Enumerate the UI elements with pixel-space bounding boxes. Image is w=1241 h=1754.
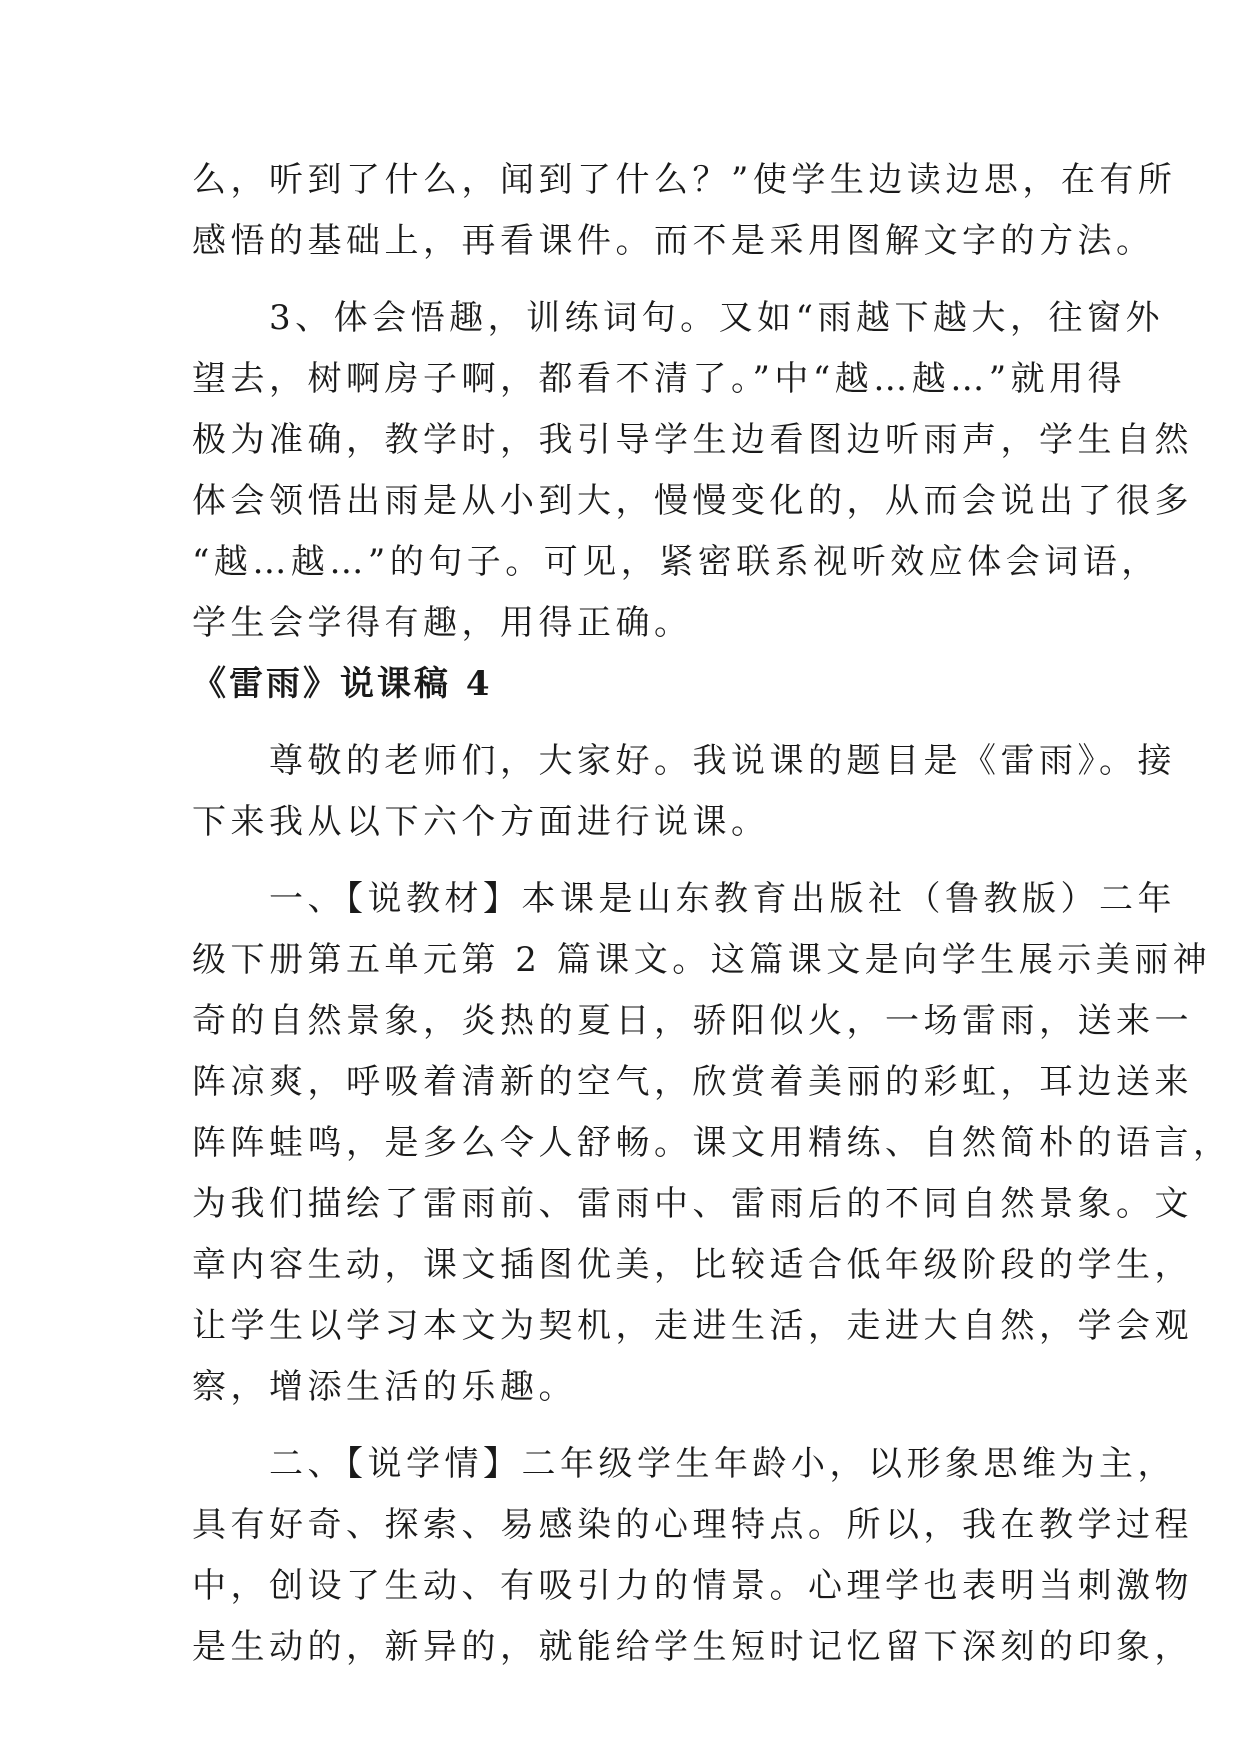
text-line: 察，增添生活的乐趣。 bbox=[192, 1367, 577, 1407]
text-line: 为我们描绘了雷雨前、雷雨中、雷雨后的不同自然景象。文 bbox=[192, 1184, 1193, 1224]
text-line: 极为准确，教学时，我引导学生边看图边听雨声，学生自然 bbox=[192, 420, 1193, 460]
text-line: 奇的自然景象，炎热的夏日，骄阳似火，一场雷雨，送来一 bbox=[192, 1001, 1193, 1041]
text-line: 二、【说学情】二年级学生年龄小，以形象思维为主， bbox=[192, 1444, 1176, 1484]
text-line: 一、【说教材】本课是山东教育出版社（鲁教版）二年 bbox=[192, 879, 1176, 919]
text-line: 是生动的，新异的，就能给学生短时记忆留下深刻的印象， bbox=[192, 1627, 1193, 1667]
paragraph-spacer bbox=[192, 1418, 1054, 1434]
text-line: 具有好奇、探索、易感染的心理特点。所以，我在教学过程 bbox=[192, 1505, 1193, 1545]
text-line: 级下册第五单元第 2 篇课文。这篇课文是向学生展示美丽神 bbox=[192, 940, 1212, 980]
text-line: 体会领悟出雨是从小到大，慢慢变化的，从而会说出了很多 bbox=[192, 481, 1193, 521]
paragraph-spacer bbox=[192, 715, 1054, 731]
text-line: 阵凉爽，呼吸着清新的空气，欣赏着美丽的彩虹，耳边送来 bbox=[192, 1062, 1193, 1102]
paragraph-student-analysis bbox=[192, 1434, 1193, 1678]
text-line: 感悟的基础上，再看课件。而不是采用图解文字的方法。 bbox=[192, 221, 1155, 261]
text-line: 章内容生动，课文插图优美，比较适合低年级阶段的学生， bbox=[192, 1245, 1193, 1285]
paragraph-intro bbox=[192, 731, 1176, 853]
text-line: 么，听到了什么，闻到了什么？”使学生边读边思，在有所 bbox=[192, 160, 1177, 200]
text-line: “越…越…”的句子。可见，紧密联系视听效应体会词语， bbox=[192, 542, 1160, 582]
section-heading: 《雷雨》说课稿 4 bbox=[192, 664, 493, 704]
paragraph-point-3 bbox=[192, 288, 1193, 654]
text-line: 下来我从以下六个方面进行说课。 bbox=[192, 802, 770, 842]
text-line: 望去，树啊房子啊，都看不清了。”中“越…越…”就用得 bbox=[192, 359, 1127, 399]
text-line: 中，创设了生动、有吸引力的情景。心理学也表明当刺激物 bbox=[192, 1566, 1193, 1606]
text-line: 学生会学得有趣，用得正确。 bbox=[192, 603, 693, 643]
text-line: 让学生以学习本文为契机，走进生活，走进大自然，学会观 bbox=[192, 1306, 1193, 1346]
text-line: 尊敬的老师们，大家好。我说课的题目是《雷雨》。接 bbox=[192, 741, 1176, 781]
paragraph-continuation bbox=[192, 150, 1177, 272]
paragraph-spacer bbox=[192, 272, 1054, 288]
paragraph-spacer bbox=[192, 853, 1054, 869]
text-line: 阵阵蛙鸣，是多么令人舒畅。课文用精练、自然简朴的语言， bbox=[192, 1123, 1232, 1163]
document-page bbox=[192, 150, 1232, 1678]
paragraph-teaching-material bbox=[192, 869, 1232, 1418]
text-line: 3、体会悟趣，训练词句。又如“雨越下越大，往窗外 bbox=[192, 298, 1165, 338]
